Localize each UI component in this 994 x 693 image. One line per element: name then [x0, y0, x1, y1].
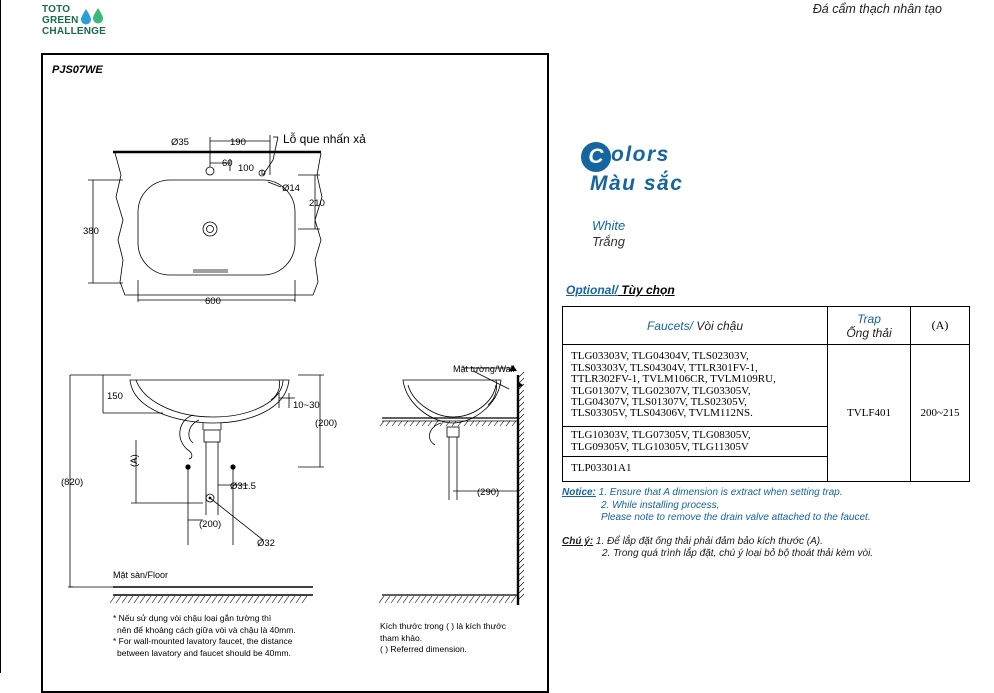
faucet-list-line: TLG01307V, TLG02307V, TLG03305V,: [571, 384, 751, 397]
floor-label: Mặt sàn/Floor: [113, 570, 169, 580]
faucet-group-2: [563, 427, 828, 457]
trap-header: [828, 307, 911, 345]
faucets-header-vi: Vòi chậu: [692, 318, 744, 333]
wall-faucet-note: [113, 613, 296, 659]
faucet-list-line: TLS03303V, TLS04304V, TTLR301FV-1,: [571, 361, 758, 374]
note-right-line: ( ) Referred dimension.: [380, 644, 467, 654]
color-white-vi: Trắng: [592, 234, 625, 249]
dim-diameter-31-5: Ø31.5: [230, 481, 256, 492]
notice-label: Notice:: [562, 487, 596, 498]
dim-290: (290): [477, 487, 500, 498]
a-value: 200~215: [911, 345, 970, 482]
dim-60: 60: [222, 158, 233, 169]
water-drops-icon: [80, 7, 106, 25]
wall-label: Mặt tường/Wall: [453, 364, 515, 374]
faucet-list-line: TLP03301A1: [571, 462, 632, 475]
drain-hole-label: Lỗ que nhấn xả: [283, 132, 366, 146]
dim-diameter-35: Ø35: [171, 137, 189, 148]
dim-diameter-32: Ø32: [257, 538, 275, 549]
colors-title-vi: Màu sắc: [590, 172, 684, 195]
dim-190: 190: [230, 137, 246, 148]
notice-block: [562, 487, 871, 525]
optional-heading-vi: Tùy chọn: [618, 283, 675, 297]
dim-100: 100: [238, 163, 254, 174]
colors-title: olors: [611, 143, 670, 166]
faucets-header-en: Faucets/: [646, 318, 693, 333]
notice-line: Please note to remove the drain valve attached to the faucet.: [601, 512, 871, 523]
optional-heading: [566, 283, 675, 297]
note-right-line: tham khảo.: [380, 632, 423, 643]
faucet-list-line: TLG10303V, TLG07305V, TLG08305V,: [571, 429, 751, 442]
logo-line-3: CHALLENGE: [42, 26, 107, 37]
dim-200-ref: (200): [315, 418, 338, 429]
notice-line: 2. While installing process,: [601, 499, 720, 511]
trap-header-vi: Ống thải: [846, 325, 892, 340]
note-left-line: between lavatory and faucet should be 40mm.: [117, 647, 291, 658]
dim-a: (A): [129, 454, 140, 467]
chu-y-line: 1. Để lắp đặt ống thải phải đảm bảo kích thước (A).: [593, 536, 823, 547]
note-left-line: * For wall-mounted lavatory faucet, the distance: [113, 636, 293, 646]
product-category: Đá cẩm thạch nhân tạo: [812, 2, 942, 16]
page-left-edge: [0, 0, 1, 673]
trap-header-en: Trap: [857, 311, 881, 326]
faucet-group-3: [563, 457, 828, 482]
faucet-list-line: TLG09305V, TLG10305V, TLG11305V: [571, 440, 749, 453]
technical-drawing: [43, 75, 547, 675]
optional-table: [562, 306, 970, 482]
a-header: (A): [911, 307, 970, 345]
reference-dimension-note: [380, 621, 506, 656]
colors-initial-badge: C: [581, 142, 611, 172]
faucets-header: [563, 307, 828, 345]
dim-820: (820): [61, 477, 84, 488]
notice-line: 1. Ensure that A dimension is extract when setting trap.: [595, 487, 843, 498]
faucet-list-line: TLG04307V, TLS01307V, TLS02305V,: [571, 395, 747, 408]
dim-600: 600: [205, 296, 221, 307]
table-row: [563, 345, 970, 427]
trap-value: TVLF401: [828, 345, 911, 482]
note-right-line: Kích thước trong ( ) là kích thước: [380, 621, 506, 631]
dim-200-bottom: (200): [199, 519, 222, 530]
faucet-list-line: TLS03305V, TLS04306V, TVLM112NS.: [571, 407, 753, 420]
faucet-list-line: TLG03303V, TLG04304V, TLS02303V,: [571, 350, 749, 363]
chu-y-line: 2. Trong quá trình lắp đặt, chú ý loại bỏ bộ thoát thải kèm vòi.: [602, 548, 874, 559]
faucet-list-line: TTLR302FV-1, TVLM106CR, TVLM109RU,: [571, 373, 776, 386]
optional-table-header: [563, 307, 970, 345]
chu-y-block: [562, 536, 873, 560]
faucet-group-1: [563, 345, 828, 427]
logo-line-1: TOTO: [42, 4, 71, 15]
chu-y-label: Chú ý:: [562, 536, 594, 547]
color-white: White: [592, 218, 626, 233]
dim-diameter-14: Ø14: [282, 183, 300, 194]
optional-heading-en: Optional/: [566, 283, 618, 297]
note-left-line: nên để khoảng cách giữa vòi và chậu là 40mm.: [117, 624, 296, 635]
logo-line-2: GREEN: [42, 15, 79, 26]
dim-150: 150: [107, 391, 123, 402]
dim-10-30: 10~30: [293, 400, 320, 411]
dim-380: 380: [83, 226, 99, 237]
model-code: PJS07WE: [52, 64, 103, 76]
note-left-line: * Nếu sử dụng vòi chậu loại gắn tường thì: [113, 613, 272, 623]
dim-210: 210: [309, 198, 325, 209]
